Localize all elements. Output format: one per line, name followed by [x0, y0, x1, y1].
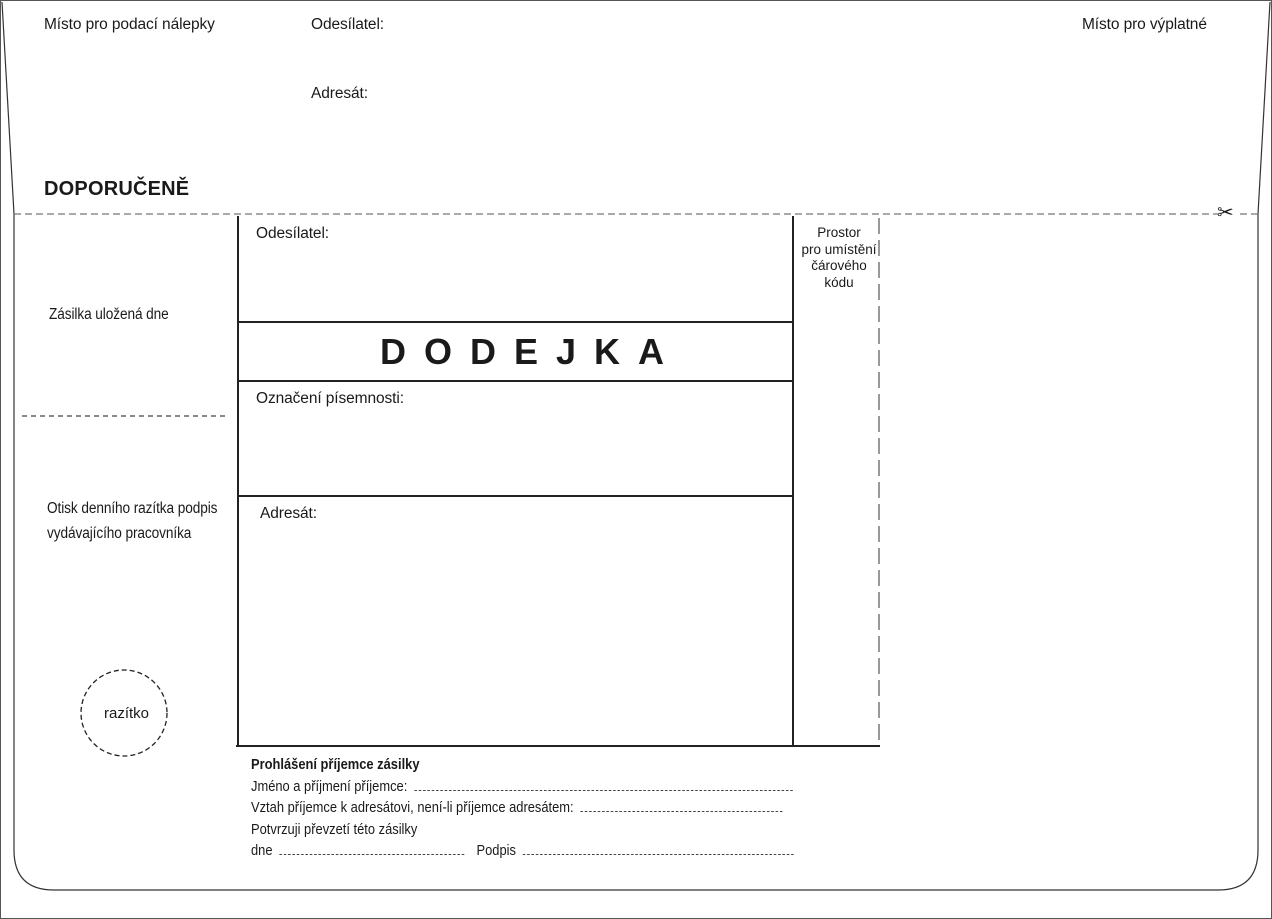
scissors-icon: ✂ — [1217, 202, 1234, 224]
declaration-name-row — [251, 776, 794, 798]
flap-sender-label: Odesílatel: — [311, 16, 384, 33]
signature-field[interactable] — [523, 854, 794, 855]
barcode-note-line2: pro umístění — [801, 241, 877, 257]
declaration-heading: Prohlášení příjemce zásilky — [251, 756, 420, 773]
signature-label: Podpis — [476, 842, 516, 859]
barcode-note-line3: čárového — [811, 258, 867, 273]
stamp-instruction-line2: vydávajícího pracovníka — [47, 525, 192, 542]
date-field[interactable] — [279, 854, 464, 855]
barcode-note-line1: Prostor — [817, 225, 861, 240]
registered-label: DOPORUČENĚ — [44, 178, 190, 200]
declaration-relation-row — [251, 797, 794, 819]
stamp-instruction-line1: Otisk denního razítka podpis — [47, 500, 218, 517]
stamp-label: razítko — [104, 705, 150, 722]
stored-date-label: Zásilka uložená dne — [49, 306, 169, 323]
declaration-date-row — [251, 840, 794, 862]
barcode-note-line4: kódu — [824, 274, 854, 290]
relation-label: Vztah příjemce k adresátovi, není-li příjemce adresátem: — [251, 799, 574, 816]
barcode-area-note — [794, 225, 884, 291]
confirm-text: Potvrzuji převzetí této zásilky — [251, 820, 418, 838]
form-sender-label: Odesílatel: — [256, 225, 329, 242]
flap-addressee-label: Adresát: — [311, 85, 368, 102]
postage-area-label: Místo pro výplatné — [1082, 16, 1207, 33]
form-title: DODEJKA — [380, 331, 683, 372]
form-addressee-label: Adresát: — [260, 505, 317, 522]
recipient-declaration — [251, 754, 794, 862]
relation-field[interactable] — [581, 811, 783, 812]
document-marking-label: Označení písemnosti: — [256, 390, 404, 407]
date-label: dne — [251, 842, 273, 859]
recipient-name-label: Jméno a příjmení příjemce: — [251, 777, 408, 795]
recipient-name-field[interactable] — [414, 790, 792, 791]
sticker-area-label: Místo pro podací nálepky — [44, 16, 215, 33]
